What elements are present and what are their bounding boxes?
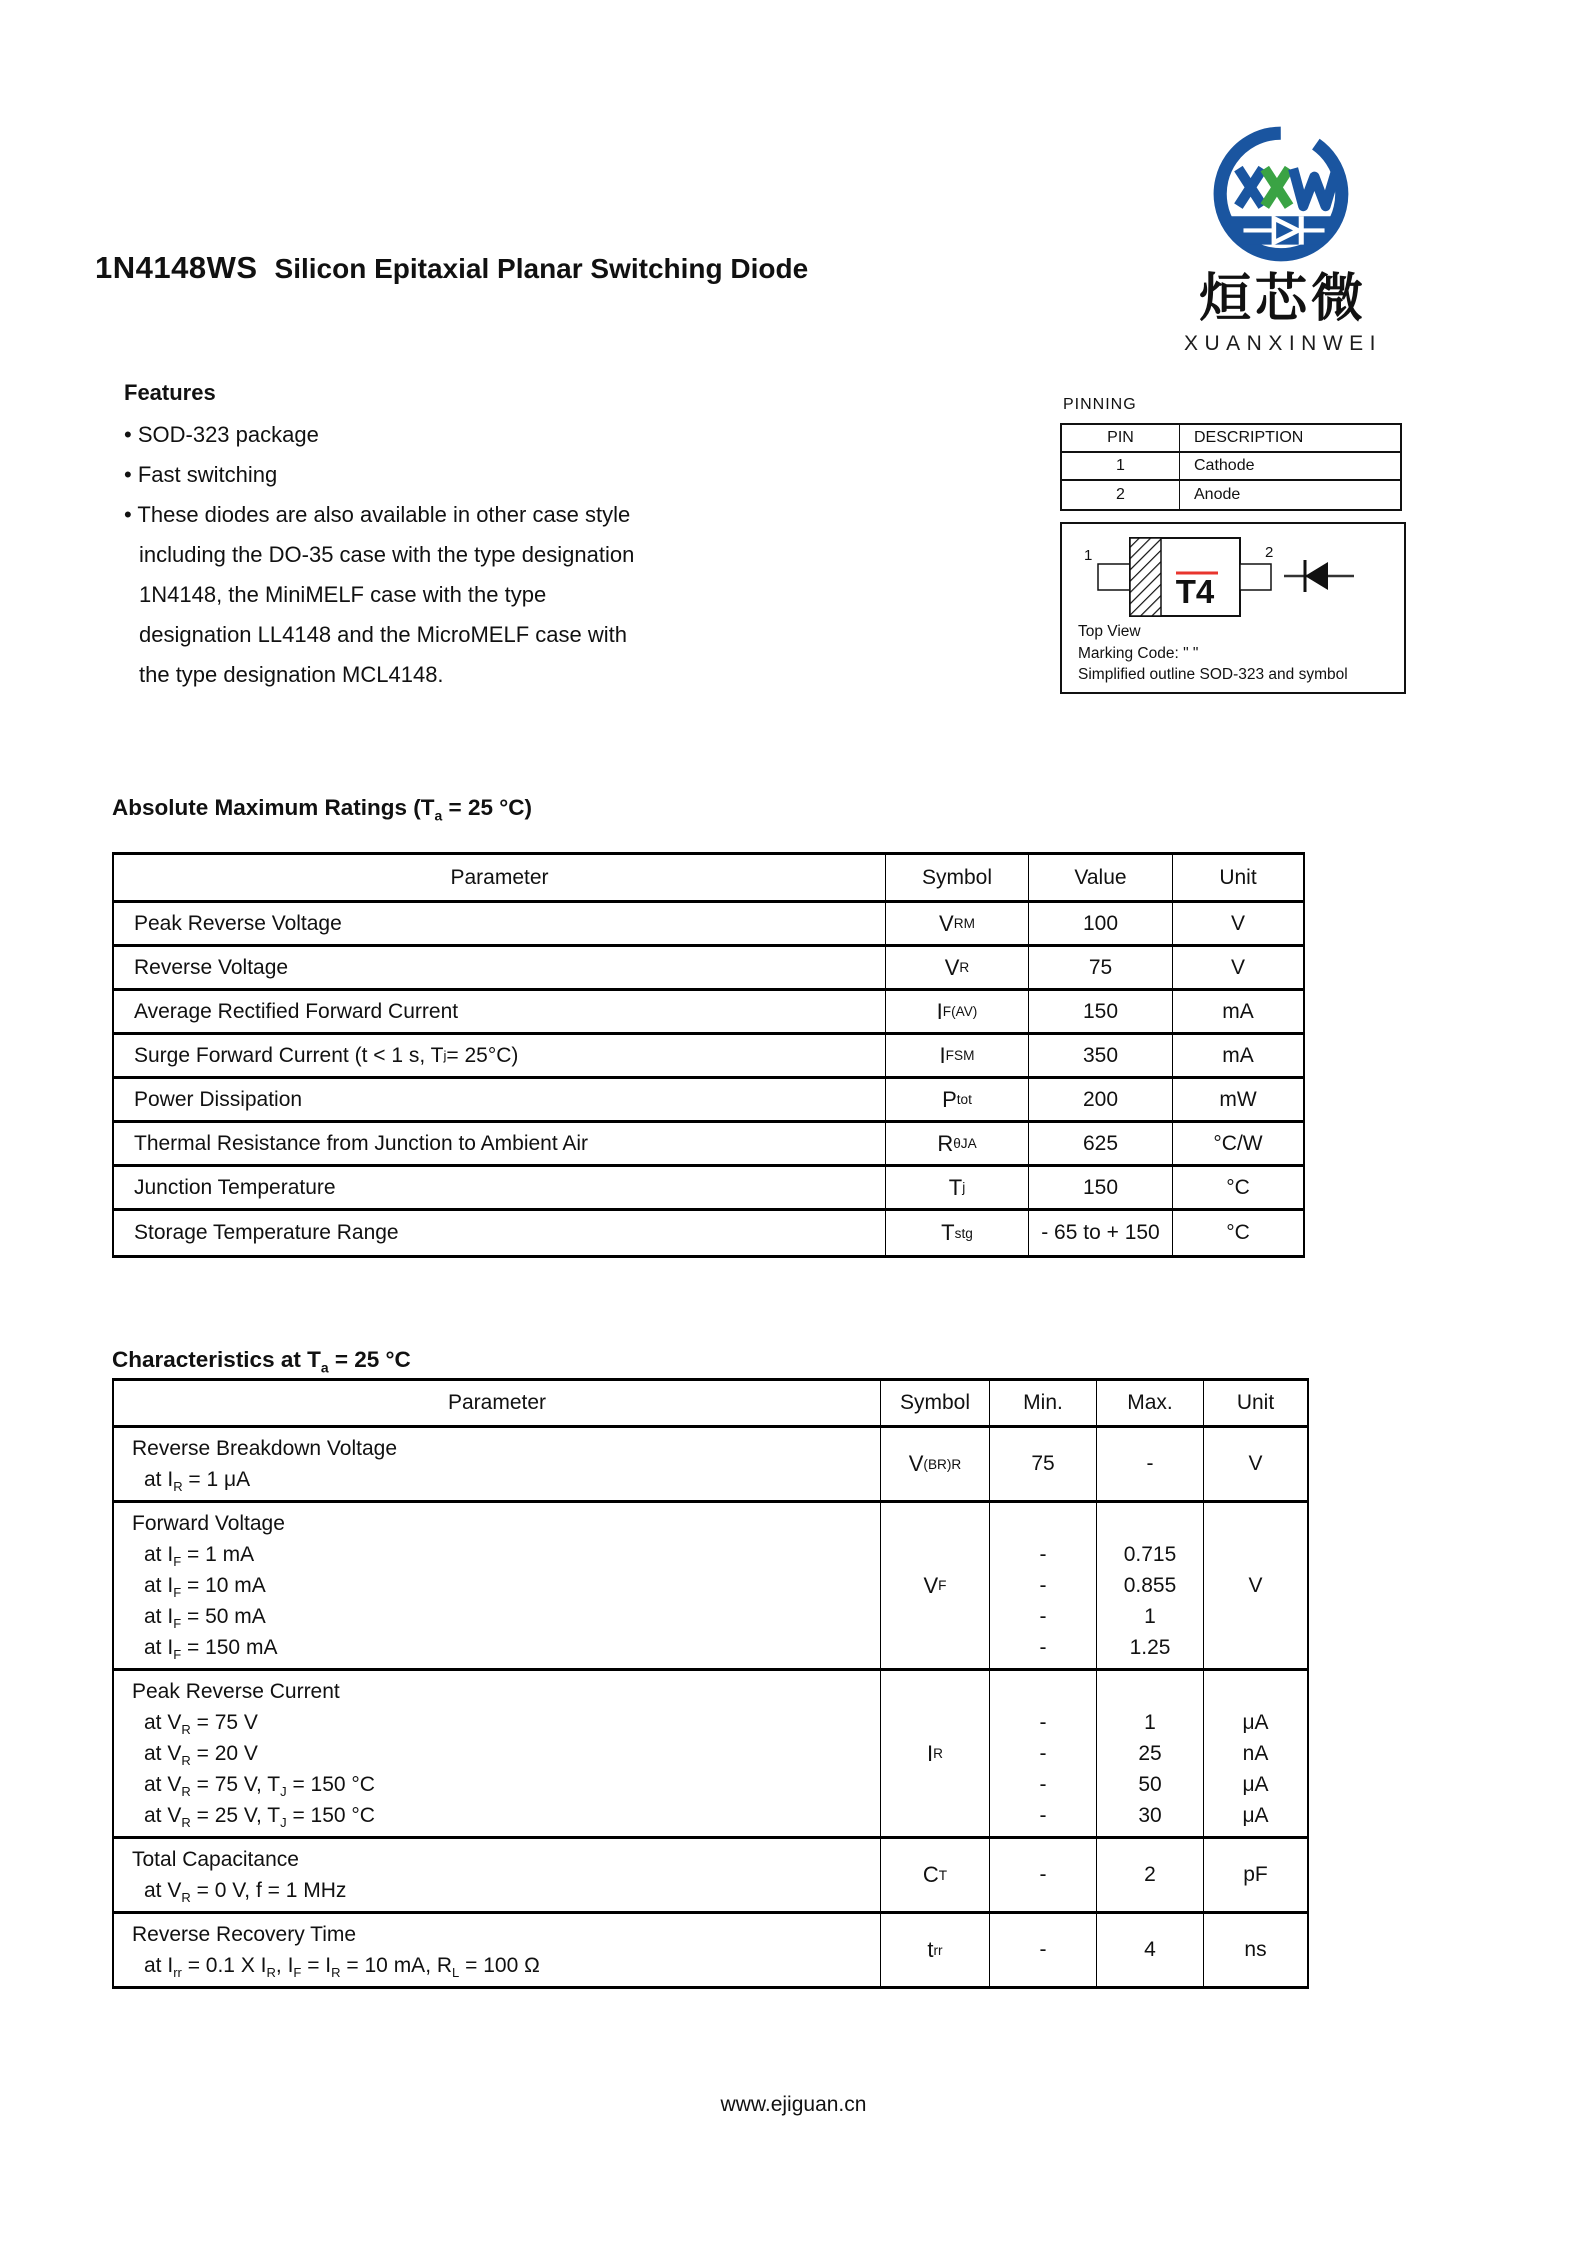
characteristics-symbol-cell: t rr [881,1914,990,1986]
characteristics-unit-cell: pF [1243,1863,1268,1886]
amr-parameter-cell: Junction Temperature [114,1167,886,1208]
amr-parameter-cell: Power Dissipation [114,1079,886,1120]
parameter-condition: at $V_R = 75$ V [144,1711,258,1738]
amr-unit-cell: mA [1222,1043,1254,1067]
amr-unit-cell: V [1230,911,1245,935]
cathode-band [1130,538,1161,616]
characteristics-row [114,1428,1307,1503]
feature-item-continuation: designation LL4148 and the MicroMELF case with [139,622,627,647]
pin-number-cell: 1 [1062,453,1180,479]
amr-parameter-cell: Storage Temperature Range [114,1211,886,1255]
amr-parameter-cell: Average Rectified Forward Current [114,991,886,1032]
amr-symbol-cell: P tot [886,1079,1029,1120]
parameter-condition: at $V_R = 75$ V, $T_J = 150$ °C [144,1773,375,1800]
parameter-condition: at $V_R = 0$ V, f = 1 MHz [144,1879,347,1906]
characteristics-row [114,1671,1307,1839]
characteristics-max-cell: 2 [1097,1839,1204,1911]
amr-symbol-cell: T j [886,1167,1029,1208]
amr-symbol-cell: I F(AV) [886,991,1029,1032]
logo-w [1293,169,1337,206]
amr-table [112,852,1305,1258]
parameter-condition: at $I_F = 10$ mA [144,1574,266,1601]
features-section [124,380,784,695]
characteristics-column-header: Max. [1097,1381,1204,1425]
logo-romanized-name: XUANXINWEI [1183,331,1382,355]
marking-code: T4 [1175,573,1215,610]
characteristics-row [114,1839,1307,1914]
amr-value-cell: 75 [1029,947,1173,988]
characteristics-column-header: Parameter [114,1381,881,1425]
amr-symbol-cell: R θJA [886,1123,1029,1164]
characteristics-parameter-cell [114,1839,881,1911]
pin-description-cell: Anode [1194,486,1241,503]
characteristics-max-cell: 1 25 50 30 [1097,1671,1204,1836]
amr-value-cell: - 65 to + 150 [1029,1211,1173,1255]
pin-number-cell: 2 [1062,481,1180,509]
amr-heading: Absolute Maximum Ratings ($T_a = 25$ °C) [112,795,532,824]
pin-description-cell: Cathode [1194,457,1255,474]
pinning-heading: PINNING [1063,396,1137,413]
characteristics-heading: Characteristics at $T_a = 25$ °C [112,1347,411,1376]
characteristics-column-header: Min. [990,1381,1097,1425]
parameter-title: Reverse Recovery Time [132,1923,357,1946]
description-column-header: DESCRIPTION [1194,429,1304,446]
amr-value-cell: 150 [1029,1167,1173,1208]
pin2-lead [1240,564,1271,590]
characteristics-min-cell: - - - - [990,1671,1097,1836]
parameter-condition: at $I_F = 50$ mA [144,1605,266,1632]
amr-row [114,1035,1303,1079]
logo-x1 [1238,169,1262,206]
brand-logo-icon [1207,124,1359,270]
amr-unit-cell: °C/W [1213,1131,1263,1155]
characteristics-header-row [114,1381,1307,1428]
pin1-lead [1098,564,1130,590]
characteristics-parameter-cell [114,1428,881,1500]
amr-unit-cell: °C [1226,1221,1250,1244]
amr-unit-cell: V [1230,955,1245,979]
amr-column-header: Value [1029,855,1173,900]
package-caption-line: Simplified outline SOD-323 and symbol [1078,666,1348,683]
title-text: Silicon Epitaxial Planar Switching Diode [274,253,809,284]
amr-value-cell: 100 [1029,903,1173,944]
logo-x2 [1265,169,1289,206]
amr-symbol-cell: V R [886,947,1029,988]
characteristics-min-cell: - - - - [990,1503,1097,1668]
package-outline-box [1060,522,1406,694]
feature-item: • These diodes are also available in other case style [124,495,784,535]
characteristics-max-cell: - [1097,1428,1204,1500]
characteristics-parameter-cell [114,1671,881,1836]
parameter-title: Forward Voltage [132,1512,285,1535]
package-drawing [1062,524,1404,620]
pinning-table-row [1062,481,1400,509]
pinning-table-header-row [1062,425,1400,453]
parameter-condition: at $V_R = 25$ V, $T_J = 150$ °C [144,1804,375,1831]
parameter-condition: at $I_F = 150$ mA [144,1636,278,1663]
feature-item-continuation: the type designation MCL4148. [139,662,444,687]
amr-column-header: Parameter [114,855,886,900]
amr-column-header: Symbol [886,855,1029,900]
brand-logo [1163,124,1403,356]
characteristics-min-cell: 75 [990,1428,1097,1500]
amr-value-cell: 625 [1029,1123,1173,1164]
characteristics-unit-cell: V [1248,1452,1263,1475]
characteristics-unit-cell: μA nA μA μA [1242,1711,1269,1827]
features-list [124,415,784,695]
diode-symbol-icon [1284,560,1354,592]
amr-unit-cell: mW [1219,1087,1257,1111]
amr-row [114,903,1303,947]
amr-value-cell: 200 [1029,1079,1173,1120]
package-caption-line: Top View [1078,623,1141,640]
feature-item-continuation: including the DO-35 case with the type designation [139,542,635,567]
feature-item-continuation: 1N4148, the MiniMELF case with the type [139,582,547,607]
characteristics-column-header: Symbol [881,1381,990,1425]
parameter-condition: at $I_{rr} = 0.1$ X $I_R$, $I_F = I_R = 10$ mA, $R_L = 100$ Ω [144,1954,540,1981]
part-number: 1N4148WS [95,250,258,285]
amr-symbol-cell: V RM [886,903,1029,944]
characteristics-parameter-cell [114,1503,881,1668]
amr-parameter-cell: Surge Forward Current (t < 1 s, T j = 25°C) [114,1035,886,1076]
parameter-condition: at $V_R = 20$ V [144,1742,258,1769]
amr-parameter-cell: Thermal Resistance from Junction to Ambient Air [114,1123,886,1164]
amr-unit-cell: mA [1222,999,1254,1023]
amr-symbol-cell: I FSM [886,1035,1029,1076]
characteristics-max-cell: 4 [1097,1914,1204,1986]
package-caption-line: Marking Code: " " [1078,644,1199,662]
characteristics-symbol-cell: V (BR)R [881,1428,990,1500]
amr-header-row [114,855,1303,903]
amr-row [114,1123,1303,1167]
feature-item: • SOD-323 package [124,415,784,455]
pinning-table-row [1062,453,1400,481]
amr-row [114,1167,1303,1211]
features-heading: Features [124,380,216,405]
amr-value-cell: 150 [1029,991,1173,1032]
characteristics-row [114,1503,1307,1671]
amr-column-header: Unit [1219,865,1257,889]
amr-unit-cell: °C [1226,1175,1250,1199]
characteristics-min-cell: - [990,1914,1097,1986]
characteristics-unit-cell: ns [1244,1938,1267,1961]
characteristics-row [114,1914,1307,1986]
amr-value-cell: 350 [1029,1035,1173,1076]
parameter-condition: at $I_R = 1$ μA [144,1468,251,1495]
pinning-table [1060,423,1402,511]
amr-row [114,1211,1303,1255]
characteristics-table [112,1378,1309,1989]
parameter-title: Reverse Breakdown Voltage [132,1437,397,1460]
amr-parameter-cell: Peak Reverse Voltage [114,903,886,944]
amr-symbol-cell: T stg [886,1211,1029,1255]
characteristics-unit-cell: V [1248,1573,1263,1597]
characteristics-parameter-cell [114,1914,881,1986]
amr-parameter-cell: Reverse Voltage [114,947,886,988]
parameter-condition: at $I_F = 1$ mA [144,1543,255,1570]
pin-column-header: PIN [1062,425,1180,451]
parameter-title: Total Capacitance [132,1848,299,1871]
pin1-label: 1 [1084,547,1093,564]
logo-chinese-name: 烜芯微 [1198,270,1367,328]
parameter-title: Peak Reverse Current [132,1680,340,1703]
amr-row [114,947,1303,991]
package-captions [1078,621,1348,686]
page-title [95,250,808,286]
feature-item: • Fast switching [124,455,784,495]
footer-url: www.ejiguan.cn [720,2093,867,2116]
characteristics-min-cell: - [990,1839,1097,1911]
characteristics-symbol-cell: C T [881,1839,990,1911]
characteristics-max-cell: 0.715 0.855 1 1.25 [1097,1503,1204,1668]
characteristics-symbol-cell: V F [881,1503,990,1668]
amr-row [114,991,1303,1035]
characteristics-column-header: Unit [1236,1391,1275,1414]
pin2-label: 2 [1265,544,1274,561]
amr-row [114,1079,1303,1123]
characteristics-symbol-cell: I R [881,1671,990,1836]
